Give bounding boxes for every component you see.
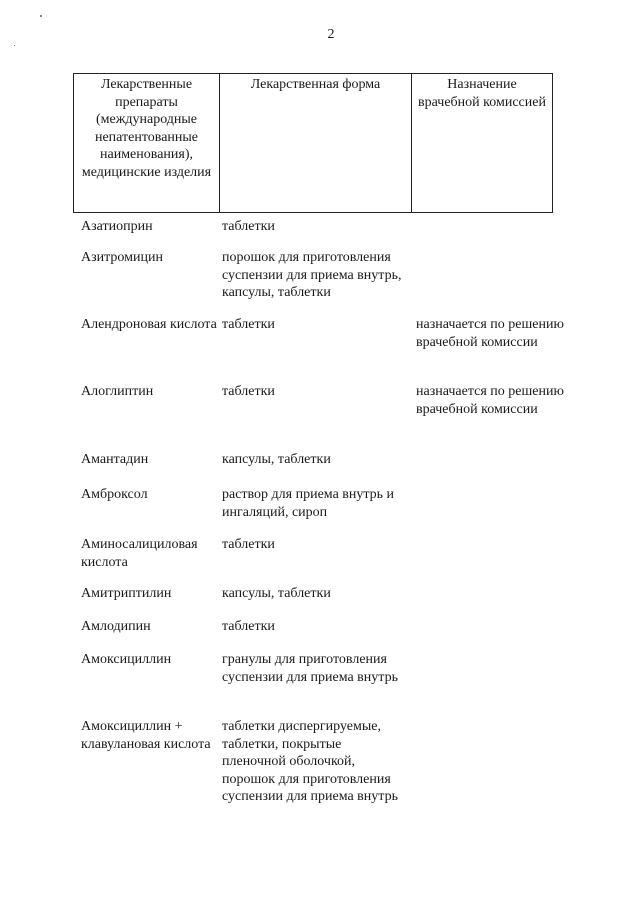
dosage-form: таблетки (222, 317, 275, 332)
dosage-form: раствор для приема внутрь и ингаляций, сироп (222, 487, 395, 520)
dosage-form: таблетки (222, 384, 275, 399)
dosage-form: гранулы для приготовления суспензии для приема внутрь (222, 652, 398, 685)
drug-name: Амлодипин (81, 619, 151, 634)
drug-name: Амоксициллин (81, 652, 172, 667)
dosage-form: таблетки диспергируемые, таблетки, покрытые пленочной оболочкой, порошок для приготовления суспензии для приема внутрь (222, 719, 398, 804)
page-number: 2 (327, 27, 335, 42)
dosage-form: таблетки (222, 219, 275, 234)
dosage-form: порошок для приготовления суспензии для приема внутрь, капсулы, таблетки (222, 250, 402, 300)
dosage-form: капсулы, таблетки (222, 452, 331, 467)
drug-name: Алендроновая кислота (81, 317, 217, 332)
header-commission: Назначение врачебной комиссией (412, 74, 553, 213)
dosage-form: таблетки (222, 537, 275, 552)
drug-name: Амоксициллин + клавулановая кислота (81, 719, 211, 752)
drug-name: Амброксол (81, 487, 148, 502)
drug-name: Алоглиптин (81, 384, 154, 399)
header-drugs: Лекарственные препараты (международные непатентованные наименования), медицинские изделия (74, 74, 220, 213)
drug-name: Азатиоприн (81, 219, 153, 234)
drug-name: Амантадин (81, 452, 149, 467)
drug-name: Аминосалициловая кислота (81, 537, 198, 570)
drug-name: Амитриптилин (81, 586, 172, 601)
header-dosage-form: Лекарственная форма (220, 74, 412, 213)
commission-note: назначается по решению врачебной комиссии (416, 384, 564, 417)
dosage-form: капсулы, таблетки (222, 586, 331, 601)
drug-name: Азитромицин (81, 250, 163, 265)
commission-note: назначается по решению врачебной комиссии (416, 317, 564, 350)
dosage-form: таблетки (222, 619, 275, 634)
